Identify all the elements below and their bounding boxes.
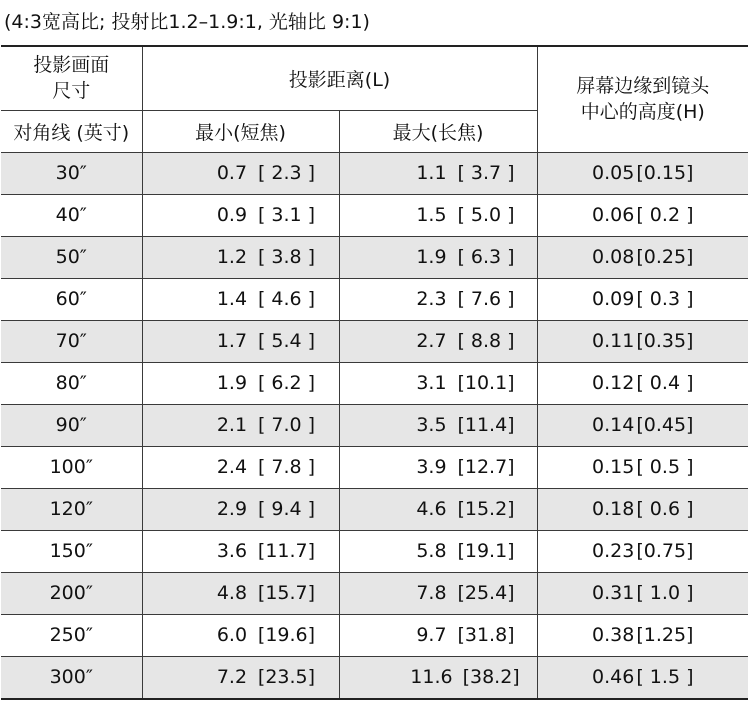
cell-lens-height (537, 488, 748, 530)
table-row (1, 446, 748, 488)
lens-height-m: 0.14 (592, 414, 635, 436)
cell-max-distance (339, 194, 537, 236)
cell-max-distance (339, 236, 537, 278)
diagonal-value: 60″ (55, 288, 87, 310)
min-distance-m: 2.1 (216, 414, 248, 436)
cell-max-distance (339, 572, 537, 614)
cell-diagonal (1, 656, 142, 699)
cell-lens-height (537, 278, 748, 320)
max-distance-m: 7.8 (416, 582, 447, 604)
cell-min-distance (142, 194, 339, 236)
cell-min-distance (142, 614, 339, 656)
cell-diagonal (1, 488, 142, 530)
max-distance-m: 3.1 (416, 372, 447, 394)
max-distance-m: 2.7 (416, 330, 447, 352)
lens-height-ft: [ 1.0 ] (636, 582, 694, 604)
cell-lens-height (537, 446, 748, 488)
cell-diagonal (1, 152, 142, 194)
header-throw-distance: 投影距离(L) (142, 46, 537, 110)
max-distance-m: 1.5 (416, 204, 447, 226)
lens-height-m: 0.18 (592, 498, 635, 520)
lens-height-ft: [ 0.5 ] (636, 456, 694, 478)
diagonal-value: 250″ (49, 624, 93, 646)
cell-max-distance (339, 656, 537, 699)
cell-lens-height (537, 320, 748, 362)
lens-height-m: 0.23 (592, 540, 635, 562)
lens-height-m: 0.08 (592, 246, 635, 268)
max-distance-ft: [ 8.8 ] (457, 330, 515, 352)
diagonal-value: 150″ (49, 540, 93, 562)
cell-max-distance (339, 152, 537, 194)
table-body (1, 152, 748, 699)
lens-height-m: 0.11 (592, 330, 635, 352)
max-distance-ft: [ 5.0 ] (457, 204, 515, 226)
min-distance-ft: [11.7] (257, 540, 316, 562)
cell-max-distance (339, 530, 537, 572)
min-distance-ft: [23.5] (257, 666, 316, 688)
cell-min-distance (142, 362, 339, 404)
min-distance-ft: [ 7.8 ] (257, 456, 316, 478)
cell-max-distance (339, 614, 537, 656)
header-diagonal: 对角线 (英寸) (1, 110, 142, 152)
cell-min-distance (142, 236, 339, 278)
cell-diagonal (1, 530, 142, 572)
max-distance-ft: [15.2] (457, 498, 515, 520)
table-row (1, 194, 748, 236)
diagonal-value: 100″ (49, 456, 93, 478)
cell-diagonal (1, 404, 142, 446)
min-distance-ft: [ 5.4 ] (257, 330, 316, 352)
min-distance-m: 0.9 (216, 204, 248, 226)
header-screen-size-line1: 投影画面 (33, 54, 110, 77)
lens-height-ft: [ 0.6 ] (636, 498, 694, 520)
min-distance-m: 2.4 (216, 456, 248, 478)
lens-height-ft: [ 0.3 ] (636, 288, 694, 310)
lens-height-ft: [0.15] (636, 162, 694, 184)
min-distance-ft: [ 3.1 ] (257, 204, 316, 226)
max-distance-ft: [ 3.7 ] (457, 162, 515, 184)
lens-height-ft: [0.25] (636, 246, 694, 268)
table-row (1, 278, 748, 320)
max-distance-m: 3.5 (416, 414, 447, 436)
cell-diagonal (1, 278, 142, 320)
min-distance-m: 1.7 (216, 330, 248, 352)
max-distance-ft: [19.1] (457, 540, 515, 562)
min-distance-m: 4.8 (216, 582, 248, 604)
max-distance-ft: [ 7.6 ] (457, 288, 515, 310)
min-distance-m: 1.9 (216, 372, 248, 394)
min-distance-m: 3.6 (216, 540, 248, 562)
min-distance-ft: [ 2.3 ] (257, 162, 316, 184)
max-distance-m: 9.7 (416, 624, 447, 646)
min-distance-ft: [15.7] (257, 582, 316, 604)
table-row (1, 614, 748, 656)
diagonal-value: 30″ (55, 162, 87, 184)
lens-height-ft: [ 0.2 ] (636, 204, 694, 226)
max-distance-m: 2.3 (416, 288, 447, 310)
cell-lens-height (537, 362, 748, 404)
max-distance-m: 1.9 (416, 246, 447, 268)
table-row (1, 656, 748, 699)
max-distance-ft: [12.7] (457, 456, 515, 478)
cell-lens-height (537, 614, 748, 656)
min-distance-m: 1.2 (216, 246, 248, 268)
cell-max-distance (339, 362, 537, 404)
cell-lens-height (537, 656, 748, 699)
cell-diagonal (1, 572, 142, 614)
cell-min-distance (142, 530, 339, 572)
header-lens-height-line2: 中心的高度(H) (580, 101, 705, 124)
table-row (1, 572, 748, 614)
diagonal-value: 40″ (55, 204, 87, 226)
max-distance-ft: [ 6.3 ] (457, 246, 515, 268)
cell-min-distance (142, 488, 339, 530)
lens-height-m: 0.06 (592, 204, 635, 226)
header-screen-size-line2: 尺寸 (52, 80, 91, 103)
diagonal-value: 300″ (49, 666, 93, 688)
min-distance-m: 0.7 (216, 162, 248, 184)
cell-lens-height (537, 152, 748, 194)
header-lens-height-line1: 屏幕边缘到镜头 (576, 75, 710, 98)
diagonal-value: 80″ (55, 372, 87, 394)
min-distance-ft: [19.6] (257, 624, 316, 646)
min-distance-ft: [ 4.6 ] (257, 288, 316, 310)
lens-height-m: 0.15 (592, 456, 635, 478)
diagonal-value: 70″ (55, 330, 87, 352)
lens-height-ft: [0.75] (636, 540, 694, 562)
cell-min-distance (142, 656, 339, 699)
min-distance-m: 1.4 (216, 288, 248, 310)
table-row (1, 488, 748, 530)
table-row (1, 152, 748, 194)
cell-max-distance (339, 320, 537, 362)
lens-height-m: 0.12 (592, 372, 635, 394)
table-row (1, 320, 748, 362)
diagonal-value: 120″ (49, 498, 93, 520)
max-distance-ft: [31.8] (457, 624, 515, 646)
lens-height-m: 0.38 (592, 624, 635, 646)
cell-max-distance (339, 446, 537, 488)
cell-min-distance (142, 152, 339, 194)
min-distance-ft: [ 3.8 ] (257, 246, 316, 268)
cell-diagonal (1, 614, 142, 656)
cell-max-distance (339, 404, 537, 446)
max-distance-m: 5.8 (416, 540, 447, 562)
header-screen-size (1, 46, 142, 110)
lens-height-ft: [ 1.5 ] (636, 666, 694, 688)
max-distance-ft: [11.4] (457, 414, 515, 436)
lens-height-ft: [0.35] (636, 330, 694, 352)
max-distance-ft: [38.2] (462, 666, 520, 688)
cell-lens-height (537, 236, 748, 278)
table-row (1, 530, 748, 572)
min-distance-ft: [ 7.0 ] (257, 414, 316, 436)
cell-max-distance (339, 278, 537, 320)
max-distance-m: 4.6 (416, 498, 447, 520)
cell-diagonal (1, 446, 142, 488)
lens-height-ft: [ 0.4 ] (636, 372, 694, 394)
cell-diagonal (1, 320, 142, 362)
projection-distance-table (1, 45, 748, 700)
lens-height-m: 0.09 (592, 288, 635, 310)
header-lens-height (537, 46, 748, 152)
min-distance-m: 6.0 (216, 624, 248, 646)
cell-max-distance (339, 488, 537, 530)
lens-height-m: 0.05 (592, 162, 635, 184)
cell-diagonal (1, 194, 142, 236)
header-max-tele: 最大(长焦) (339, 110, 537, 152)
max-distance-m: 11.6 (410, 666, 453, 688)
cell-min-distance (142, 446, 339, 488)
cell-lens-height (537, 530, 748, 572)
max-distance-m: 1.1 (416, 162, 447, 184)
min-distance-m: 2.9 (216, 498, 248, 520)
diagonal-value: 200″ (49, 582, 93, 604)
max-distance-ft: [10.1] (457, 372, 515, 394)
max-distance-m: 3.9 (416, 456, 447, 478)
table-row (1, 404, 748, 446)
cell-min-distance (142, 404, 339, 446)
table-row (1, 362, 748, 404)
cell-lens-height (537, 194, 748, 236)
cell-min-distance (142, 572, 339, 614)
cell-min-distance (142, 278, 339, 320)
min-distance-ft: [ 6.2 ] (257, 372, 316, 394)
lens-height-ft: [1.25] (636, 624, 694, 646)
lens-height-m: 0.46 (592, 666, 635, 688)
max-distance-ft: [25.4] (457, 582, 515, 604)
lens-height-m: 0.31 (592, 582, 635, 604)
header-min-wide: 最小(短焦) (142, 110, 339, 152)
cell-lens-height (537, 572, 748, 614)
lens-height-ft: [0.45] (636, 414, 694, 436)
table-row (1, 236, 748, 278)
cell-lens-height (537, 404, 748, 446)
cell-min-distance (142, 320, 339, 362)
table-caption: (4:3宽高比; 投射比1.2–1.9:1, 光轴比 9:1) (4, 11, 370, 33)
diagonal-value: 90″ (55, 414, 87, 436)
min-distance-m: 7.2 (216, 666, 248, 688)
min-distance-ft: [ 9.4 ] (257, 498, 316, 520)
cell-diagonal (1, 236, 142, 278)
cell-diagonal (1, 362, 142, 404)
diagonal-value: 50″ (55, 246, 87, 268)
